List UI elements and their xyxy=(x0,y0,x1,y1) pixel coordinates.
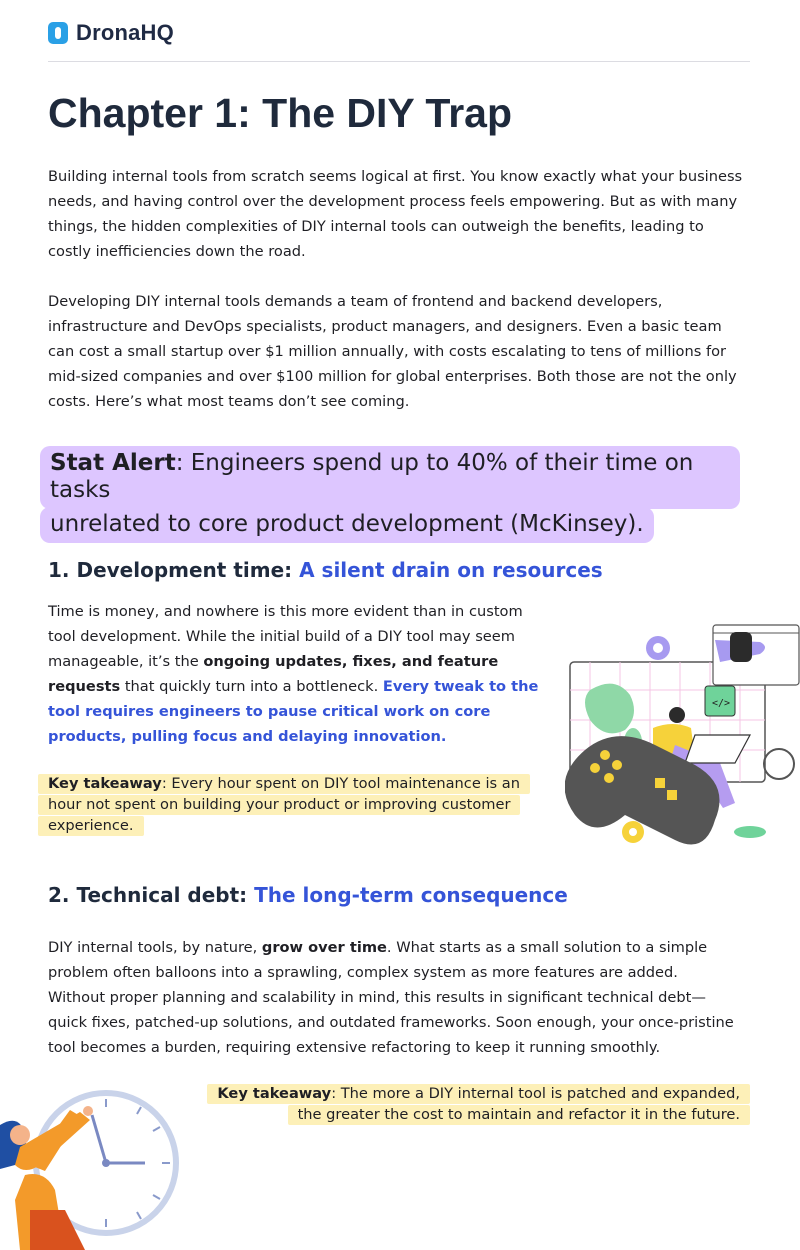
svg-text:</>: </> xyxy=(712,698,731,709)
stat-alert-callout xyxy=(40,446,740,543)
section-2-paragraph xyxy=(48,935,738,1060)
takeaway-1-line-1 xyxy=(38,774,530,794)
section-1-paragraph xyxy=(48,599,546,749)
stat-alert-label: Stat Alert xyxy=(50,450,176,476)
stat-alert-text-1: : Engineers spend up to 40% of their time on tasks xyxy=(50,450,694,503)
takeaway-1-label: Key takeaway xyxy=(48,775,162,792)
section-2-text-a: DIY internal tools, by nature, xyxy=(48,939,262,956)
section-1-heading-prefix: 1. Development time: xyxy=(48,558,300,582)
section-2-key-takeaway xyxy=(200,1083,750,1125)
page-title: Chapter 1: The DIY Trap xyxy=(48,90,513,136)
section-1-text-bold: ongoing updates, fixes, and feature requests xyxy=(48,653,499,695)
stat-alert-line-1 xyxy=(40,446,740,509)
section-1-text-blue: Every tweak to the tool requires engineers to pause critical work on core products, pulling focus and delaying innovation. xyxy=(48,678,539,745)
brand-logo[interactable] xyxy=(48,20,174,46)
intro-paragraph-2: Developing DIY internal tools demands a team of frontend and backend developers, infrastructure and DevOps specialists, product managers, and designers. Even a basic team can cost a small startup over $1 million annually, with costs escalating to tens of millions for mid-sized companies and over $100 million for global enterprises. Both those are not the only costs. Here’s what most teams don’t see coming. xyxy=(48,293,737,410)
section-2-text-b: . What starts as a small solution to a simple problem often balloons into a sprawling, complex system as more features are added. Without proper planning and scalability in mind, this results in significant technical debt—quick fixes, patched-up solutions, and outdated frameworks. Soon enough, your once-pristine tool becomes a burden, requiring extensive refactoring to keep it running smoothly. xyxy=(48,939,734,1056)
section-2-heading-prefix: 2. Technical debt: xyxy=(48,883,255,907)
takeaway-1-line-3: experience. xyxy=(38,816,144,836)
section-2-text-bold: grow over time xyxy=(261,939,387,956)
takeaway-1-line-2: hour not spent on building your product or improving customer xyxy=(38,795,520,815)
stat-alert-line-2: unrelated to core product development (McKinsey). xyxy=(40,507,654,543)
section-1-text-a: Time is money, and nowhere is this more evident than in custom tool development. While the initial build of a DIY tool may seem manageable, it’s the xyxy=(48,603,523,670)
dronahq-logo-icon xyxy=(48,22,68,44)
header-divider xyxy=(48,61,750,62)
section-1-text-b: that quickly turn into a bottleneck. xyxy=(120,678,383,695)
takeaway-2-text-1: : The more a DIY internal tool is patched and expanded, xyxy=(331,1085,740,1102)
brand-name: DronaHQ xyxy=(76,20,174,45)
section-2-heading-highlight: The long-term consequence xyxy=(254,883,568,907)
section-1-heading xyxy=(48,557,603,583)
takeaway-2-line-1 xyxy=(207,1084,750,1104)
section-2-heading xyxy=(48,882,568,908)
section-1-key-takeaway xyxy=(38,773,538,836)
intro-paragraph-1: Building internal tools from scratch seems logical at first. You know exactly what your business needs, and having control over the development process feels empowering. But as with many things, the hidden complexities of DIY internal tools can outweigh the benefits, leading to costly inefficiencies down the road. xyxy=(48,168,743,260)
developer-illustration xyxy=(565,620,800,860)
section-1-heading-highlight: A silent drain on resources xyxy=(299,558,603,582)
clock-illustration xyxy=(0,1085,185,1250)
takeaway-1-text-1: : Every hour spent on DIY tool maintenance is an xyxy=(161,775,520,792)
takeaway-2-line-2: the greater the cost to maintain and refactor it in the future. xyxy=(288,1105,750,1125)
takeaway-2-label: Key takeaway xyxy=(217,1085,332,1102)
